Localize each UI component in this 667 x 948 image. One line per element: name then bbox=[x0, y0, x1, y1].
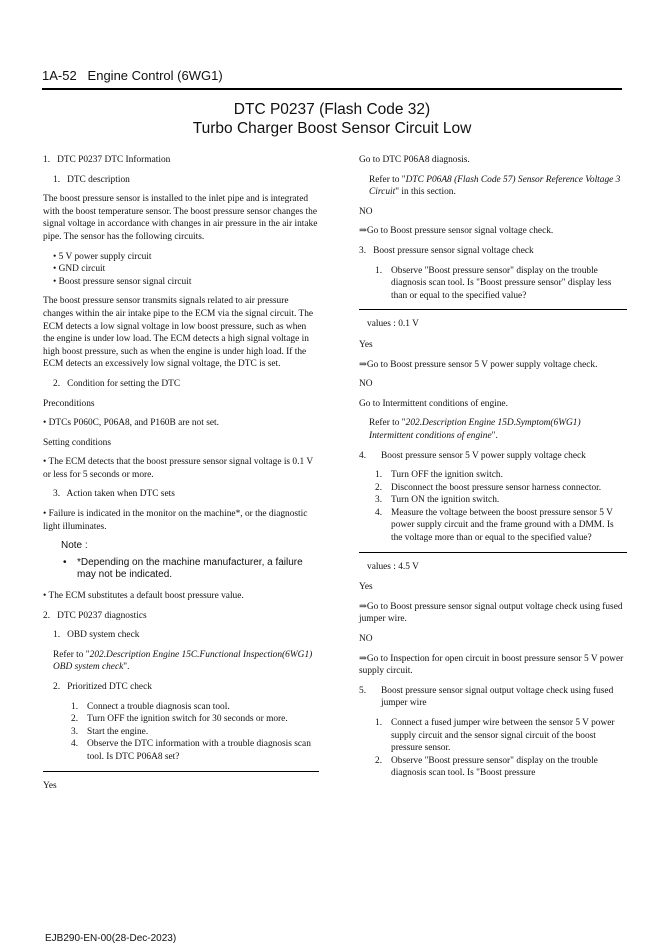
answer-no: NO bbox=[359, 379, 373, 390]
list-item: 3. Turn ON the ignition switch. bbox=[375, 495, 500, 506]
subsection-heading: 1. DTC description bbox=[53, 174, 130, 185]
list-item: 2. Disconnect the boost pressure sensor harness connector. bbox=[375, 482, 602, 493]
list-item: • GND circuit bbox=[53, 264, 106, 275]
spec-value: values : 0.1 V bbox=[367, 319, 419, 330]
goto-text: Go to Intermittent conditions of engine. bbox=[359, 398, 508, 409]
section-heading: 4. Boost pressure sensor 5 V power supply voltage check bbox=[359, 450, 586, 461]
page-header bbox=[42, 68, 622, 83]
list-item: 2. Observe "Boost pressure sensor" display on the trouble diagnosis scan tool. Is "Boost pressure bbox=[375, 755, 598, 779]
answer-yes: Yes bbox=[359, 582, 373, 593]
goto-text: Go to DTC P06A8 diagnosis. bbox=[359, 155, 470, 165]
goto-text: ⇒Go to Boost pressure sensor signal voltage check. bbox=[359, 226, 554, 237]
answer-yes: Yes bbox=[359, 339, 373, 350]
subsection-heading: 1. OBD system check bbox=[53, 630, 140, 641]
step-list bbox=[43, 701, 319, 764]
answer-no: NO bbox=[359, 206, 373, 217]
left-column bbox=[43, 154, 319, 799]
goto-text: ⇒Go to Inspection for open circuit in boost pressure sensor 5 V power supply circuit. bbox=[359, 653, 624, 677]
list-item: 3. Start the engine. bbox=[71, 726, 149, 737]
chapter-title: Engine Control (6WG1) bbox=[87, 68, 223, 83]
list-item: 1. Turn OFF the ignition switch. bbox=[375, 470, 503, 481]
goto-text: ⇒Go to Boost pressure sensor 5 V power supply voltage check. bbox=[359, 359, 598, 370]
setting-text: • The ECM detects that the boost pressure sensor signal voltage is 0.1 V or less for 5 seconds or more. bbox=[43, 457, 313, 480]
divider bbox=[359, 309, 627, 310]
list-item: 1. Observe "Boost pressure sensor" display on the trouble diagnosis scan tool. Is "Boost pressure sensor" display less than or equal to the specified value? bbox=[375, 265, 612, 301]
section-heading: 2. DTC P0237 diagnostics bbox=[43, 610, 147, 621]
answer-yes: Yes bbox=[43, 780, 57, 791]
preconditions-text: • DTCs P060C, P06A8, and P160B are not set. bbox=[43, 418, 219, 429]
list-item: 4. Observe the DTC information with a trouble diagnosis scan tool. Is DTC P06A8 set? bbox=[71, 739, 311, 762]
list-item: • Boost pressure sensor signal circuit bbox=[53, 276, 192, 287]
divider bbox=[43, 771, 319, 772]
list-item: 1. Connect a trouble diagnosis scan tool. bbox=[71, 701, 230, 712]
dtc-title: DTC P0237 (Flash Code 32) bbox=[233, 101, 431, 118]
step-list bbox=[359, 469, 627, 545]
step-list bbox=[359, 265, 627, 303]
subsection-heading: 2. Condition for setting the DTC bbox=[53, 378, 181, 389]
list-item: 4. Measure the voltage between the boost pressure sensor 5 V power supply circuit and the frame ground with a DMM. Is the voltage more than or equal to the specified value? bbox=[375, 507, 614, 544]
subsection-heading: 3. Action taken when DTC sets bbox=[53, 489, 175, 500]
dtc-subtitle: Turbo Charger Boost Sensor Circuit Low bbox=[192, 120, 472, 137]
description-paragraph: The boost pressure sensor transmits signals related to air pressure changes within the air intake pipe to the ECM via the signal circuit. The ECM detects a low signal voltage in low boost pressure, such as when the engine is under low load. The ECM detects a high signal voltage in high boost pressure, such as when the engine is under high load. If the ECM detects an excessively low signal voltage, the DTC is set. bbox=[43, 296, 314, 370]
list-item: 1. Connect a fused jumper wire between the sensor 5 V power supply circuit and the sensor signal circuit of the boost pressure sensor. bbox=[375, 718, 615, 754]
section-heading: 3. Boost pressure sensor signal voltage check bbox=[359, 245, 534, 256]
bullet-icon: • bbox=[63, 556, 67, 568]
reference-link[interactable]: Refer to "DTC P06A8 (Flash Code 57) Sensor Reference Voltage 3 Circuit" in this section. bbox=[369, 174, 621, 198]
divider bbox=[359, 552, 627, 553]
action-text: • The ECM substitutes a default boost pressure value. bbox=[43, 591, 244, 602]
goto-text: ⇒Go to Boost pressure sensor signal output voltage check using fused jumper wire. bbox=[359, 601, 623, 625]
answer-no: NO bbox=[359, 634, 373, 645]
step-list bbox=[359, 717, 627, 780]
section-heading: 1. DTC P0237 DTC Information bbox=[43, 155, 171, 165]
footer-doc-id: EJB290-EN-00(28-Dec-2023) bbox=[45, 933, 177, 944]
note-text: • *Depending on the machine manufacturer, a failure may not be indicated. bbox=[63, 556, 303, 581]
setting-label: Setting conditions bbox=[43, 437, 111, 448]
note-label: Note : bbox=[61, 540, 88, 552]
subsection-heading: 2. Prioritized DTC check bbox=[53, 682, 152, 692]
header-rule bbox=[42, 88, 622, 90]
action-text: • Failure is indicated in the monitor on the machine*, or the diagnostic light illuminates. bbox=[43, 509, 308, 532]
preconditions-label: Preconditions bbox=[43, 398, 95, 409]
right-column bbox=[359, 154, 627, 787]
reference-link[interactable]: Refer to "202.Description Engine 15D.Symptom(6WG1) Intermittent conditions of engine". bbox=[369, 418, 581, 441]
section-number: 1A-52 bbox=[42, 68, 77, 83]
section-heading: 5. Boost pressure sensor signal output voltage check using fused jumper wire bbox=[359, 685, 614, 709]
spec-value: values : 4.5 V bbox=[367, 561, 419, 572]
reference-link[interactable]: Refer to "202.Description Engine 15C.Functional Inspection(6WG1) OBD system check". bbox=[53, 649, 313, 673]
page-title bbox=[42, 100, 622, 138]
description-paragraph: The boost pressure sensor is installed to the inlet pipe and is integrated with the boost temperature sensor. The boost pressure sensor changes the signal voltage in accordance with changes in air pressure in the air intake pipe. The sensor has the following circuits. bbox=[43, 194, 318, 242]
circuit-list bbox=[43, 251, 319, 289]
list-item: • 5 V power supply circuit bbox=[53, 251, 152, 262]
list-item: 2. Turn OFF the ignition switch for 30 seconds or more. bbox=[71, 714, 288, 725]
